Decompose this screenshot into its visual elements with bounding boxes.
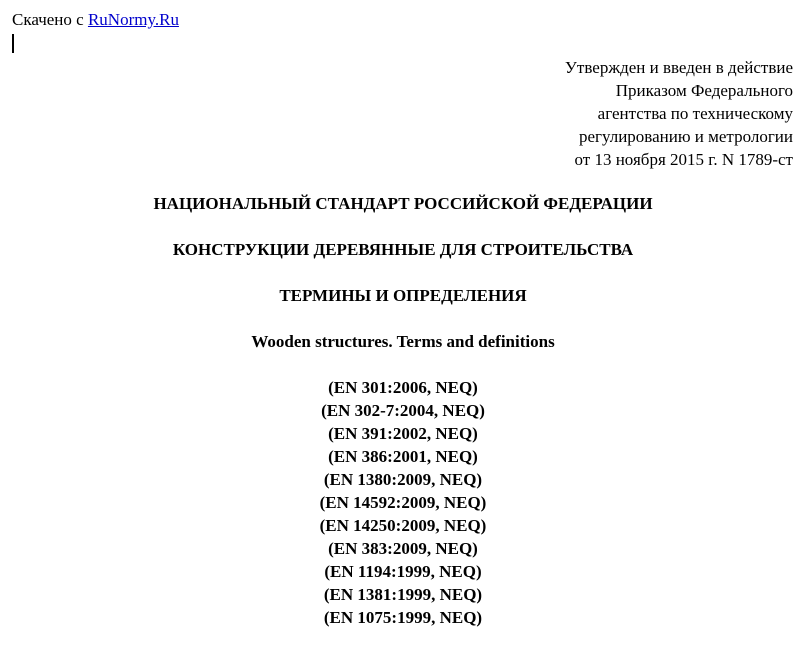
- approval-line: Утвержден и введен в действие: [564, 58, 793, 77]
- reference-item: (EN 1075:1999, NEQ): [323, 608, 483, 627]
- reference-list: [0, 376, 799, 629]
- approval-line: от 13 ноября 2015 г. N 1789-ст: [574, 150, 793, 169]
- reference-item: (EN 1194:1999, NEQ): [324, 562, 482, 581]
- approval-block: [565, 56, 793, 171]
- reference-item: (EN 14592:2009, NEQ): [319, 493, 487, 512]
- document-type-title: ТЕРМИНЫ И ОПРЕДЕЛЕНИЯ: [279, 286, 527, 305]
- source-prefix: Скачено с: [12, 10, 88, 29]
- subject-title: КОНСТРУКЦИИ ДЕРЕВЯННЫЕ ДЛЯ СТРОИТЕЛЬСТВА: [172, 240, 634, 259]
- reference-item: (EN 383:2009, NEQ): [328, 539, 478, 558]
- approval-line: регулированию и метрологии: [578, 127, 793, 146]
- national-standard-title: НАЦИОНАЛЬНЫЙ СТАНДАРТ РОССИЙСКОЙ ФЕДЕРАЦИИ: [153, 194, 653, 213]
- reference-item: (EN 301:2006, NEQ): [328, 378, 478, 397]
- reference-item: (EN 391:2002, NEQ): [328, 424, 478, 443]
- text-cursor: [12, 34, 14, 53]
- source-line: [12, 9, 179, 31]
- source-link[interactable]: RuNormy.Ru: [87, 10, 179, 29]
- reference-item: (EN 14250:2009, NEQ): [319, 516, 487, 535]
- reference-item: (EN 1381:1999, NEQ): [323, 585, 483, 604]
- reference-item: (EN 386:2001, NEQ): [328, 447, 478, 466]
- english-title: Wooden structures. Terms and definitions: [251, 332, 555, 351]
- approval-line: агентства по техническому: [597, 104, 793, 123]
- reference-item: (EN 1380:2009, NEQ): [323, 470, 483, 489]
- reference-item: (EN 302-7:2004, NEQ): [321, 401, 485, 420]
- approval-line: Приказом Федерального: [615, 81, 793, 100]
